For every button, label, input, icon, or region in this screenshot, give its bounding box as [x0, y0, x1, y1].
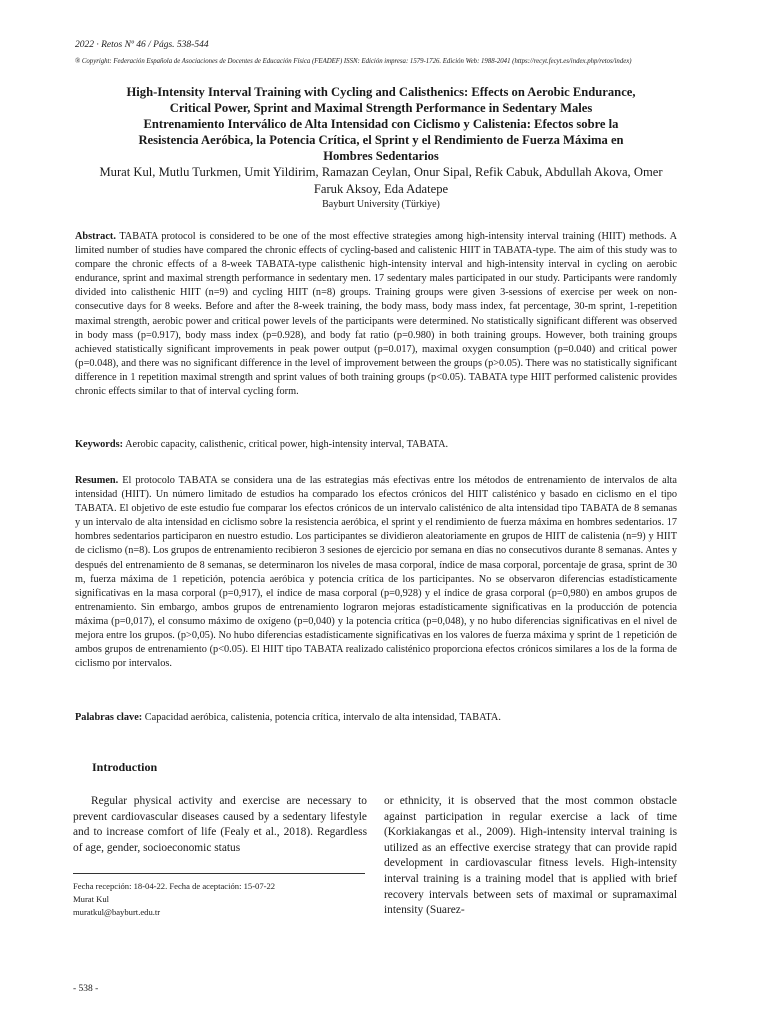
abstract-text: TABATA protocol is considered to be one of the most effective strategies among high-intensity interval training (HIIT) methods. A limited number of studies have compared the chronic effects of cycling-based and calistenic HIIT in TABATA-type. The aim of this study was to compare the chronic effects of a 8-week TABATA-type calisthenic high-intensity interval and high-intensity interval in cycling on aerobic endurance, sprint and maximal strength performance in sedentary men. 17 sedentary males participated in our study. Participants were randomly divided into calisthenic HIIT (n=9) and cycling HIIT (n=8) groups. Training groups were given 3-sessions of exercise per week on non-consecutive days for 8 weeks. Before and after the 8-week training, the body mass, body mass index, fat percentage, 30-m sprint, 1-repetition maximal strength, aerobic power and critical power levels of the participants were determined. No statistically significant different was observed in body mass (p=0.917), body mass index (p=0.928), and body fat ratio (p=0.980) in both training groups. However, both training groups achieved statistically significant improvements in peak power output (p=0.017), maximal oxygen consumption (p=0.040) and critical power (p=0.048), and there was no significant difference in the level of improvement between the groups (p>0.05). There was no statistically significant difference in 1 repetition maximal strength and sprint values of both training groups (p<0.05). TABATA type HIIT performed calistenic provides chronic effects similar to that of interval cycling form. [75, 231, 677, 398]
introduction-heading: Introduction [92, 760, 158, 774]
spanish-title-line-1: Entrenamiento Interválico de Alta Intensidad con Ciclismo y Calistenia: Efectos sobre la [143, 117, 619, 131]
spanish-title-line-3: Hombres Sedentarios [323, 149, 439, 163]
author-list [75, 164, 687, 197]
english-title-line-1: High-Intensity Interval Training with Cycling and Calisthenics: Effects on Aerobic Endurance, [126, 85, 636, 99]
article-title [75, 84, 687, 164]
palabras-clave [75, 711, 677, 725]
authors-line-1: Murat Kul, Mutlu Turkmen, Umit Yildirim, Ramazan Ceylan, Onur Sipal, Refik Cabuk, Abdullah Akova, Omer [99, 165, 663, 179]
abstract [75, 230, 677, 399]
page-number: - 538 - [73, 984, 99, 994]
authors-line-2: Faruk Aksoy, Eda Adatepe [313, 181, 449, 196]
copyright-notice: ® Copyright: Federación Española de Asociaciones de Docentes de Educación Física (FEADEF) ISSN: Edición impresa: 1579-1726. Edición Web: 1988-2041 (https://recyt.fecyt.es/index.php/retos/index) [75, 58, 632, 65]
footnote-divider [73, 873, 365, 874]
introduction-left-column: Regular physical activity and exercise are necessary to prevent cardiovascular diseases caused by a sedentary lifestyle and to increase comfort of life (Fealy et al., 2018). Regardless of age, gender, socioeconomic status [73, 795, 367, 854]
footnote [73, 880, 275, 919]
palabras-text: Capacidad aeróbica, calistenia, potencia crítica, intervalo de alta intensidad, TABATA. [144, 712, 501, 723]
footnote-author: Murat Kul [73, 894, 110, 904]
resumen-text: El protocolo TABATA se considera una de las estrategias más efectivas entre los métodos de entrenamiento de intervalos de alta intensidad (HIIT). Un número limitado de estudios ha comparado los efectos crónicos del HIIT calisténico y basado en ciclismo en el tipo TABATA. El objetivo de este estudio fue comparar los efectos crónicos de un intervalo calisténico de alta intensidad tipo TABATA de 8 semanas y un intervalo de alta intensidad en ciclismo sobre la resistencia aeróbica, el sprint y el rendimiento de fuerza máxima en hombres sedentarios. 17 hombres sedentarios participaron en nuestro estudio. Los participantes se dividieron aleatoriamente en grupos de HIIT de calistenia (n=9) y HIIT de ciclismo (n=8). Los grupos de entrenamiento recibieron 3 sesiones de ejercicio por semana en días no consecutivos durante 8 semanas. Antes y después del entrenamiento de 8 semanas, se determinaron los niveles de masa corporal, índice de masa corporal, porcentaje de grasa, sprint de 30 m, fuerza máxima de 1 repetición, potencia aeróbica y potencia crítica de los participantes. No se observaron diferencias estadísticamente significativas en la masa corporal (p=0,917), el índice de masa corporal (p=0,928) y el índice de grasa corporal (p=0,980) en ambos grupos de entrenamiento. Sin embargo, ambos grupos de entrenamiento lograron mejoras estadísticamente significativas en la producción de potencia máxima (p=0,017), el consumo máximo de oxígeno (p=0,040) y la potencia crítica (p=0,048), y no hubo diferencias significativas en el nivel de mejora entre los grupos. (p>0,05). No hubo diferencias estadísticamente significativas en los valores de fuerza máxima y sprint de 1 repetición de ambos grupos de entrenamiento (p<0.05). El HIIT tipo TABATA realizado calisténico proporciona efectos crónicos similares a los de la forma de ciclismo por intervalos. [75, 475, 677, 670]
abstract-label: Abstract. [75, 231, 116, 242]
journal-info: 2022 · Retos Nº 46 / Págs. 538-544 [75, 40, 209, 50]
resumen [75, 474, 677, 671]
palabras-label: Palabras clave: [75, 712, 143, 723]
affiliation: Bayburt University (Türkiye) [322, 199, 440, 210]
footnote-email: muratkul@bayburt.edu.tr [73, 907, 161, 917]
keywords [75, 438, 677, 452]
footnote-dates: Fecha recepción: 18-04-22. Fecha de aceptación: 15-07-22 [73, 881, 276, 891]
english-title-line-2: Critical Power, Sprint and Maximal Strength Performance in Sedentary Males [169, 101, 593, 115]
spanish-title-line-2: Resistencia Aeróbica, la Potencia Crítica, el Sprint y el Rendimiento de Fuerza Máxima en [138, 133, 624, 147]
resumen-label: Resumen. [75, 475, 119, 486]
keywords-text: Aerobic capacity, calisthenic, critical power, high-intensity interval, TABATA. [125, 439, 449, 450]
keywords-label: Keywords: [75, 439, 124, 450]
introduction-right-column: or ethnicity, it is observed that the most common obstacle against participation in regular exercise a lack of time (Korkiakangas et al., 2009). High-intensity interval training is utilized as an effective exercise strategy that can provide rapid development in cardiovascular fitness levels. High-intensity interval training is a training model that is applied with brief recovery intervals between sets of maximal or supramaximal intensity (Suarez- [384, 795, 677, 917]
